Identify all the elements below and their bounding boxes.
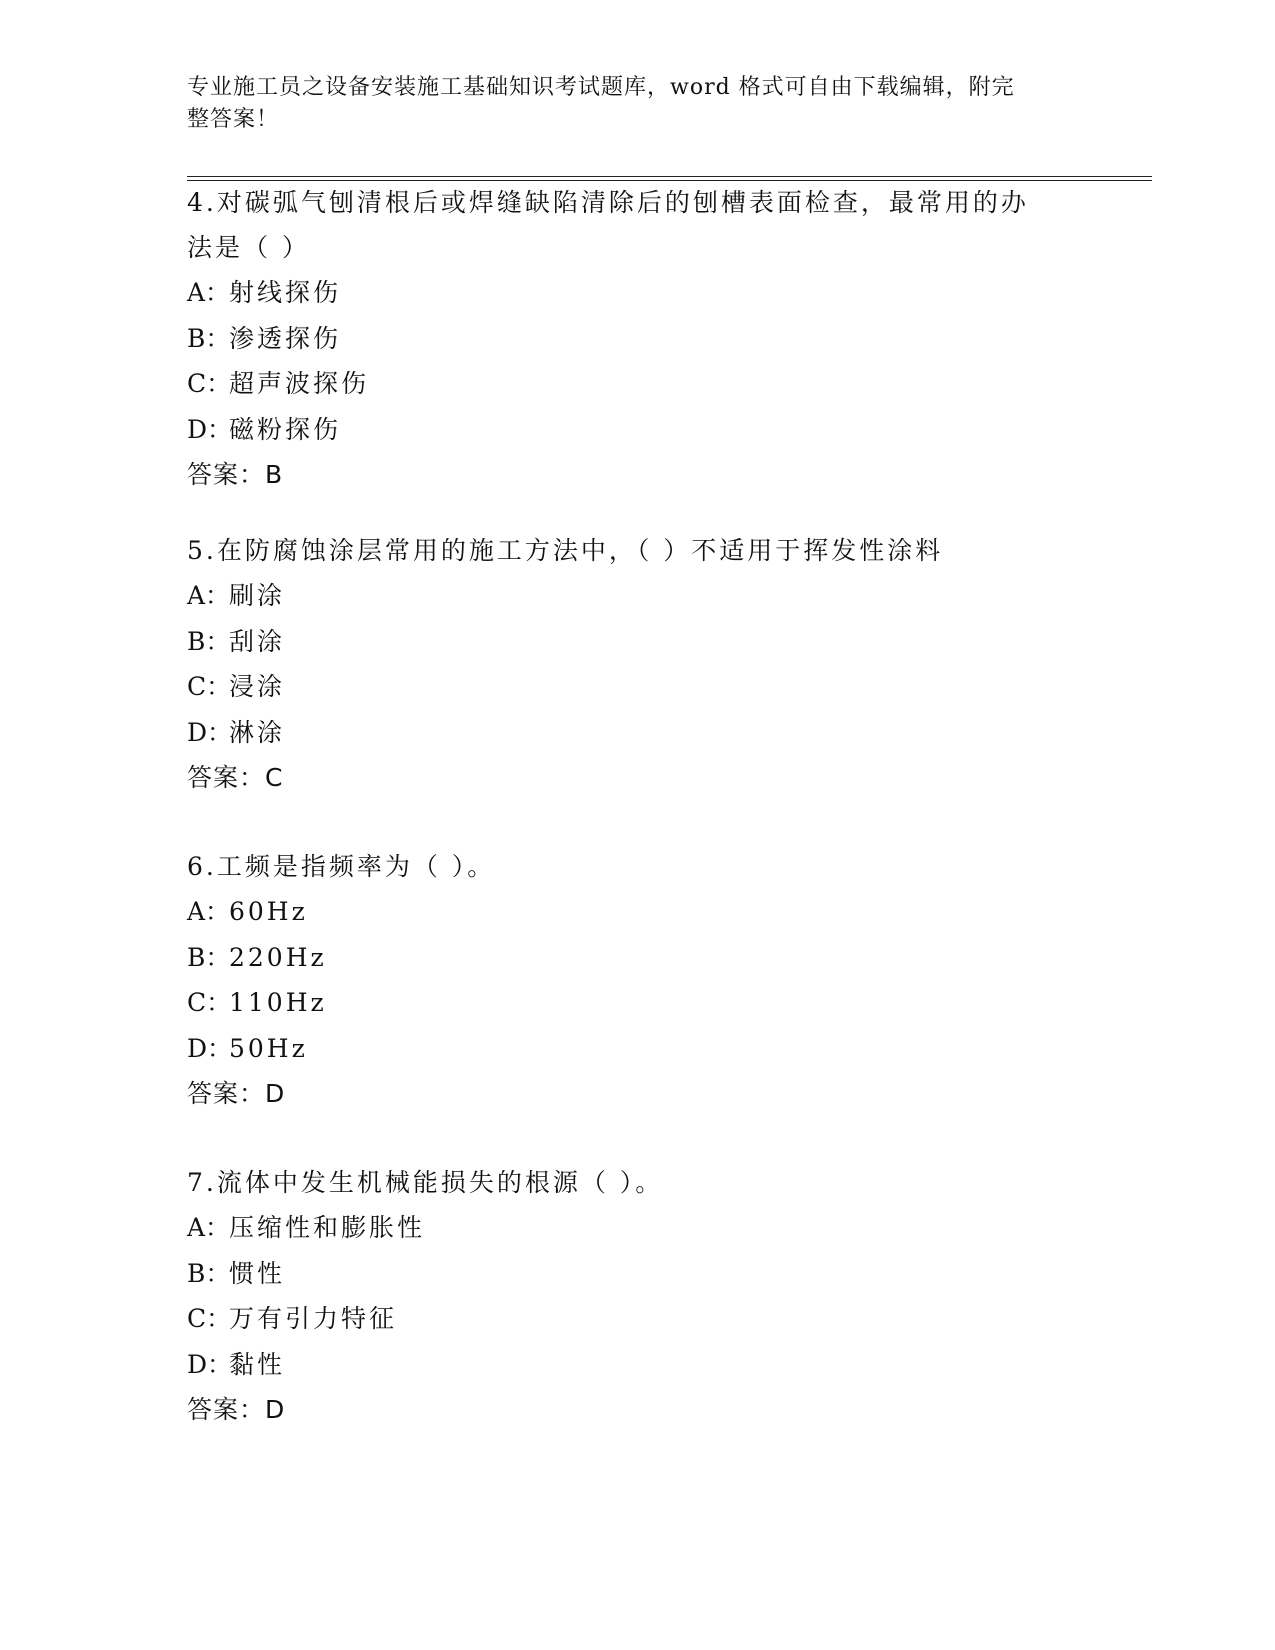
option-c [187, 980, 1087, 1026]
question-7 [187, 1160, 1087, 1433]
question-stem-line-1: 4.对碳弧气刨清根后或焊缝缺陷清除后的刨槽表面检查，最常用的办 [187, 188, 1029, 217]
option-letter: C： [187, 1304, 232, 1333]
option-text: 60Hz [229, 897, 308, 926]
option-d [187, 710, 1087, 756]
option-letter: A： [187, 1213, 231, 1242]
option-letter: C： [187, 988, 232, 1017]
question-4 [187, 180, 1087, 498]
option-a [187, 889, 1087, 935]
option-d [187, 1026, 1087, 1072]
option-letter: D： [187, 1349, 233, 1379]
option-text: 110Hz [229, 988, 327, 1017]
option-a [187, 1205, 1087, 1251]
option-letter: B： [187, 323, 231, 353]
option-text: 刮涂 [229, 626, 286, 656]
option-letter: A： [187, 278, 231, 307]
option-letter: B： [187, 626, 231, 656]
document-header [187, 72, 1067, 136]
option-text: 磁粉探伤 [229, 414, 342, 444]
option-text: 压缩性和膨胀性 [229, 1213, 426, 1242]
option-letter: A： [187, 581, 231, 610]
question-stem-line-2: 法是（ ） [187, 233, 310, 262]
header-line-2: 整答案！ [187, 107, 280, 132]
option-letter: B： [187, 942, 231, 972]
option-text: 浸涂 [229, 672, 286, 701]
answer-line: 答案：D [187, 1079, 286, 1108]
answer-line: 答案：B [187, 460, 284, 489]
option-text: 黏性 [229, 1349, 286, 1379]
option-text: 50Hz [229, 1033, 308, 1063]
option-b [187, 935, 1087, 981]
option-b [187, 316, 1087, 362]
option-letter: B： [187, 1258, 231, 1288]
option-a [187, 573, 1087, 619]
question-stem-line-1: 7.流体中发生机械能损失的根源（ ）。 [187, 1168, 664, 1197]
option-text: 220Hz [229, 942, 327, 972]
option-letter: D： [187, 717, 233, 747]
option-text: 渗透探伤 [229, 323, 342, 353]
option-a [187, 270, 1087, 316]
option-b [187, 1251, 1087, 1297]
header-line-1: 专业施工员之设备安装施工基础知识考试题库，word 格式可自由下载编辑，附完 [187, 75, 1015, 100]
option-d [187, 407, 1087, 453]
option-c [187, 361, 1087, 407]
option-text: 超声波探伤 [229, 369, 370, 398]
question-5 [187, 528, 1087, 801]
question-6 [187, 844, 1087, 1117]
option-text: 刷涂 [229, 581, 286, 610]
answer-line: 答案：C [187, 763, 284, 792]
option-b [187, 619, 1087, 665]
option-c [187, 664, 1087, 710]
option-text: 惯性 [229, 1258, 286, 1288]
question-stem-line-1: 5.在防腐蚀涂层常用的施工方法中，（ ）不适用于挥发性涂料 [187, 536, 944, 565]
option-letter: D： [187, 1033, 233, 1063]
question-stem-line-1: 6.工频是指频率为（ ）。 [187, 852, 496, 881]
option-letter: C： [187, 369, 232, 398]
option-letter: A： [187, 897, 231, 926]
option-text: 万有引力特征 [229, 1304, 398, 1333]
option-d [187, 1342, 1087, 1388]
option-letter: D： [187, 414, 233, 444]
answer-line: 答案：D [187, 1395, 286, 1424]
option-c [187, 1296, 1087, 1342]
option-letter: C： [187, 672, 232, 701]
option-text: 淋涂 [229, 717, 286, 747]
option-text: 射线探伤 [229, 278, 342, 307]
